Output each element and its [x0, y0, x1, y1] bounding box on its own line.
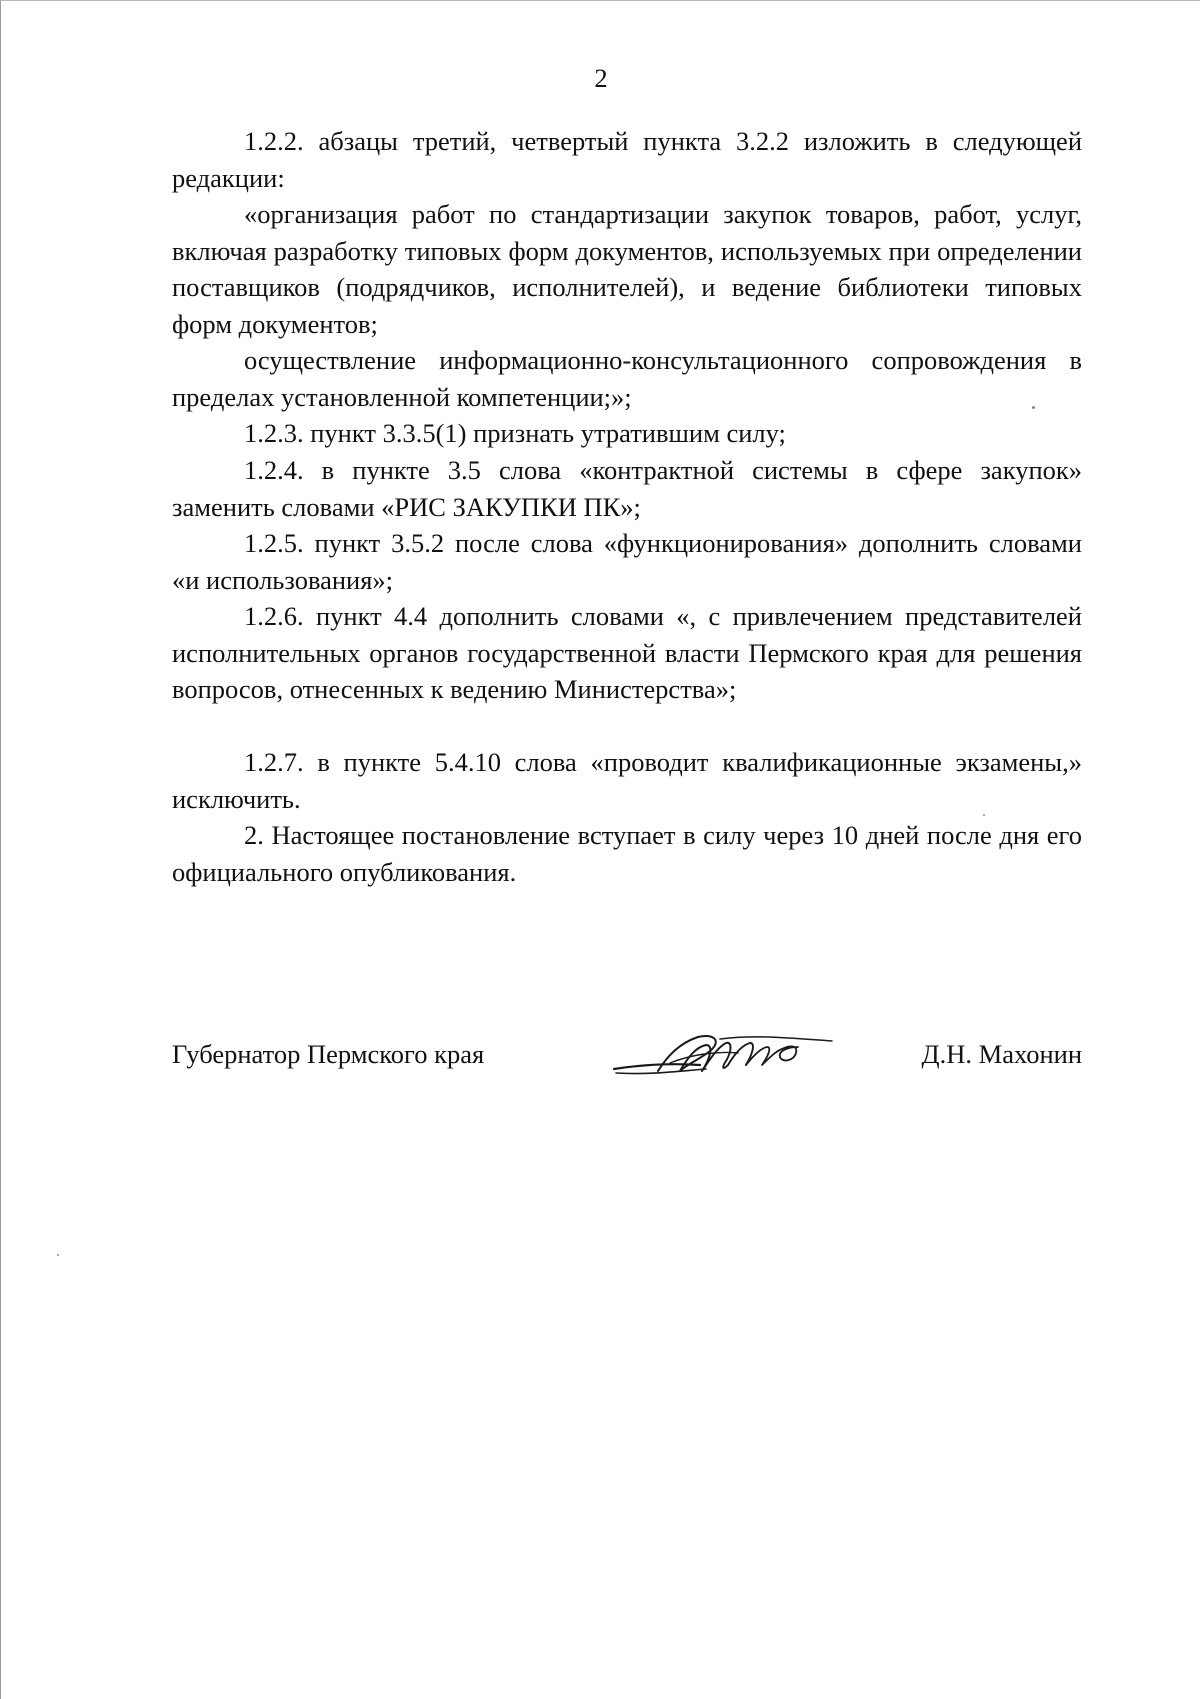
paragraph-1-2-3: 1.2.3. пункт 3.3.5(1) признать утратившим силу;	[244, 418, 786, 448]
paragraph-quote-organization: «организация работ по стандартизации закупок товаров, работ, услуг, включая разработку типовых форм документов, используемых при определении поставщиков (подрядчиков, исполнителей), и ведение библиотеки типовых форм документов;	[172, 199, 1082, 339]
signer-position: Губернатор Пермского края	[172, 1039, 485, 1069]
paragraph-1-2-6: 1.2.6. пункт 4.4 дополнить словами «, с привлечением представителей исполнительных органов государственной власти Пермского края для решения вопросов, отнесенных к ведению Министерства»;	[172, 601, 1082, 704]
paragraph-quote-consulting: осуществление информационно-консультационного сопровождения в пределах установленной компетенции;»;	[172, 345, 1082, 412]
handwritten-signature-icon	[610, 1025, 840, 1085]
paragraph-1-2-5: 1.2.5. пункт 3.5.2 после слова «функционирования» дополнить словами «и использования»;	[172, 528, 1082, 595]
scan-speck	[57, 1254, 59, 1256]
paragraph-2: 2. Настоящее постановление вступает в силу через 10 дней после дня его официального опубликования.	[172, 820, 1082, 887]
scan-speck	[1032, 406, 1035, 409]
page-number: 2	[594, 63, 608, 93]
scan-speck	[983, 814, 985, 816]
paragraph-1-2-7: 1.2.7. в пункте 5.4.10 слова «проводит квалификационные экзамены,» исключить.	[172, 747, 1082, 814]
paragraph-1-2-4: 1.2.4. в пункте 3.5 слова «контрактной системы в сфере закупок» заменить словами «РИС ЗАКУПКИ ПК»;	[172, 455, 1082, 522]
signature-block	[172, 1031, 1082, 1081]
paragraph-1-2-2: 1.2.2. абзацы третий, четвертый пункта 3.2.2 изложить в следующей редакции:	[172, 126, 1082, 193]
signer-name: Д.Н. Махонин	[921, 1039, 1082, 1069]
